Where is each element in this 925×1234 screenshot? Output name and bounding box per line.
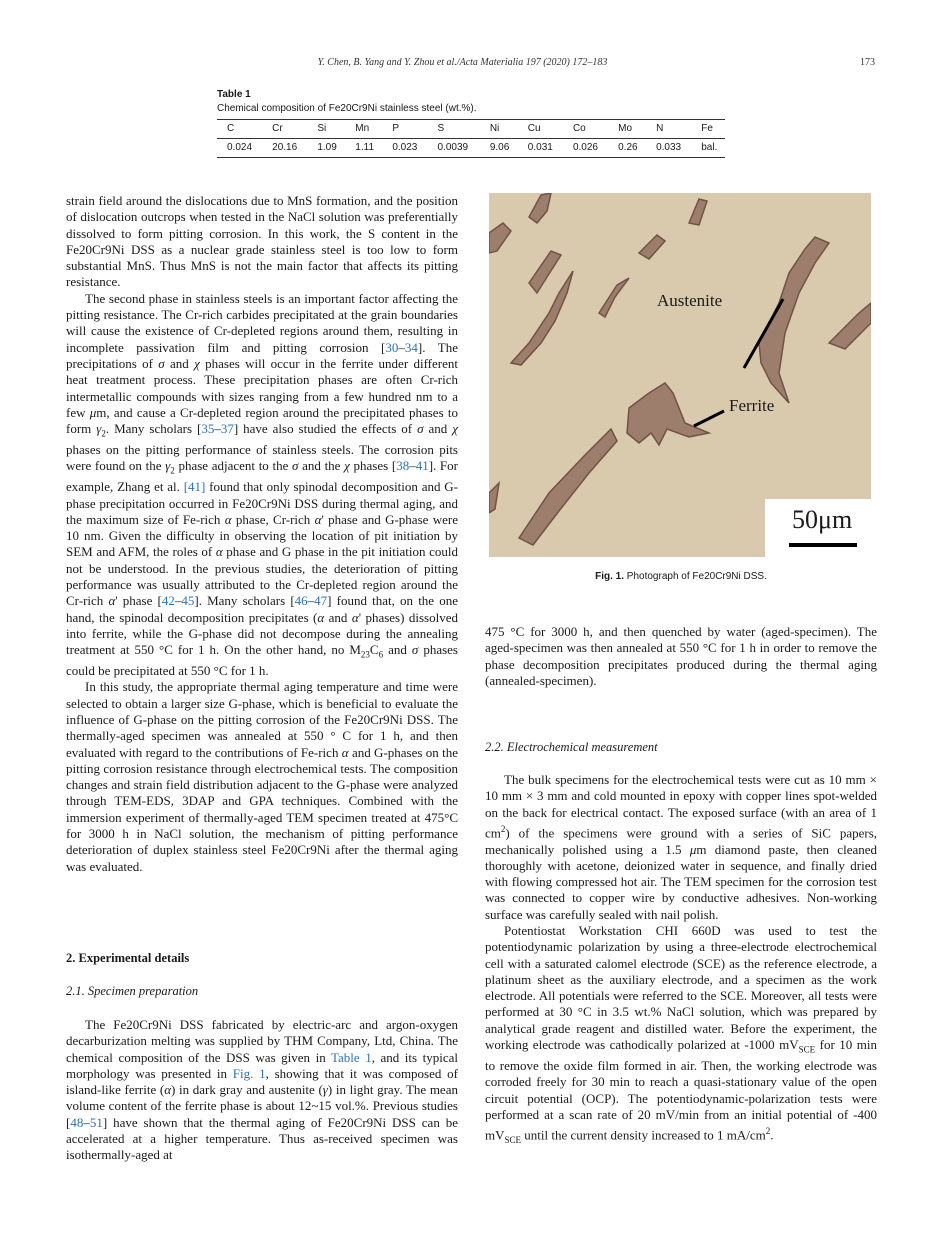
column-header: P [382, 120, 427, 139]
paragraph [66, 1017, 458, 1164]
text-run: for 10 min to remove the oxide film formed in air. Then, the working electrode was corroded freely for 30 min to reach a quasi-stationary value of the open circuit potential (OCP). The potentiodynamic-polarization tests were performed at a scan rate of 20 mV/min from an initial potential of -400 mV [485, 1037, 877, 1143]
math-symbol: χ [344, 458, 350, 474]
text-run: ) of the specimens were ground with a series of SiC papers, mechanically polished using a 1.5 [485, 825, 877, 857]
table-cell: 20.16 [262, 139, 307, 158]
subsection-heading: 2.1. Specimen preparation [66, 984, 199, 998]
citation-link[interactable]: 34 [404, 339, 418, 355]
citation-link[interactable]: 45 [181, 593, 195, 609]
table-cell: bal. [691, 139, 725, 158]
subscript: 2 [170, 465, 175, 476]
table-cell: 9.06 [480, 139, 518, 158]
table-cell: 0.026 [563, 139, 608, 158]
text-run: strain field around the dislocations due to MnS formation, and the position of dislocation outcrops when tested in the NaCl solution was preferentially dissolved to form pitting corrosion. In this work, the S content in the Fe20Cr9Ni DSS as a nuclear grade stainless steel is too low to form substantial MnS. Thus MnS is not the main factor that affects its pitting resistance. [66, 193, 458, 290]
page-number: 173 [860, 57, 875, 68]
column-header: Ni [480, 120, 518, 139]
math-symbol: γ [96, 421, 102, 437]
text-run: C [369, 642, 379, 658]
text-run: found that only spinodal decomposition and G-phase precipitation occurred in Fe20Cr9Ni DSS during thermal aging, and the maximum size of Fe-rich [66, 479, 458, 527]
text-run: phases [ [349, 458, 397, 474]
citation-link[interactable]: 47 [314, 593, 328, 609]
math-symbol: α [164, 1082, 172, 1098]
table-label: Table 1 [217, 89, 251, 100]
text-run: . Many scholars [ [105, 421, 202, 437]
paragraph [485, 624, 877, 689]
text-run: phase and G phase in the pit initiation could not be understood. In the previous studies, the deterioration of pitting performance was usually attributed to the Cr-depleted region around the Cr-rich [66, 544, 458, 609]
subscript: SCE [798, 1044, 816, 1055]
right-column-continuation [485, 624, 877, 689]
text-run: . [770, 1127, 774, 1143]
column-header: Cu [518, 120, 563, 139]
math-symbol: α [215, 544, 223, 560]
table-cell: 0.031 [518, 139, 563, 158]
citation-link[interactable]: Fig. 1 [232, 1065, 266, 1081]
math-symbol: α [317, 609, 325, 625]
paragraph [485, 772, 877, 923]
column-header: N [646, 120, 691, 139]
citation-link[interactable]: 30 [385, 339, 399, 355]
text-run: ' phases) dissolved into ferrite, while the G-phase did not decompose during the annealing treatment at 550 °C for 1 h. On the other hand, no M [66, 609, 458, 658]
table-cell: 1.11 [345, 139, 382, 158]
text-run: m diamond paste, then cleaned thoroughly with acetone, deionized water in sequence, and finally dried with flowing compressed hot air. The TEM specimen for the corrosion test was connected to copper wire by conductive adhesives. Non-working surface was carefully sealed with nail polish. [485, 841, 877, 922]
text-run: phases will occur in the ferrite under different heat treatment process. These precipitation phases are often Cr-rich intermetallic compounds with sizes ranging from a few hundred nm to a few [66, 355, 458, 420]
text-run: The bulk specimens for the electrochemical tests were cut as 10 mm × 10 mm × 3 mm and cold mounted in epoxy with copper lines spot-welded on the back for electrical contact. The exposed surface (with an area of 1 cm [485, 772, 877, 841]
text-run: – [214, 421, 221, 437]
electrochemical-text [485, 772, 877, 1148]
math-symbol: α [108, 593, 116, 609]
text-run: until the current density increased to 1 mA/cm [521, 1127, 766, 1143]
subscript: 23 [360, 649, 370, 660]
text-run: ) in light gray. The mean volume content of the ferrite phase is about 12~15 vol.%. Previous studies [ [66, 1082, 458, 1130]
citation-link[interactable]: Table 1 [331, 1049, 372, 1065]
table-cell: 0.023 [382, 139, 427, 158]
text-run: – [307, 593, 315, 609]
table-caption: Chemical composition of Fe20Cr9Ni stainless steel (wt.%). [217, 103, 477, 114]
text-run: – [409, 458, 416, 474]
column-header: Co [563, 120, 608, 139]
text-run: 475 °C for 3000 h, and then quenched by water (aged-specimen). The aged-specimen was then annealed at 550 °C for 1 h in order to remove the phase decomposition precipitates produced during the thermal aging (annealed-specimen). [485, 624, 877, 688]
column-header: Cr [262, 120, 307, 139]
column-header: Mo [608, 120, 646, 139]
citation-link[interactable]: 51 [89, 1114, 103, 1130]
text-run: phases on the pitting performance of stainless steels. The corrosion pits were found on the [66, 442, 458, 474]
table-cell: 1.09 [307, 139, 345, 158]
text-run: The second phase in stainless steels is an important factor affecting the pitting resistance. The Cr-rich carbides precipitated at the grain boundaries will cause the existence of Cr-depleted regions around them, resulting in incomplete passivation film and pitting corrosion [ [66, 290, 458, 355]
citation-link[interactable]: 35 [201, 421, 215, 437]
column-header: C [217, 120, 262, 139]
math-symbol: χ [452, 421, 458, 437]
micrograph-image [489, 193, 871, 557]
micrograph-figure [489, 193, 871, 557]
math-symbol: σ [417, 421, 424, 437]
math-symbol: σ [292, 458, 299, 474]
math-symbol: α [341, 744, 349, 760]
subscript: SCE [504, 1135, 522, 1146]
column-header: Fe [691, 120, 725, 139]
text-run: and [324, 609, 352, 625]
text-run: , and its typical morphology was presented in [66, 1049, 458, 1081]
citation-link[interactable]: 37 [220, 421, 234, 437]
table-row [217, 139, 725, 158]
citation-link[interactable]: [41] [183, 479, 206, 495]
table-header-row [217, 120, 725, 139]
figure-caption-text: Photograph of Fe20Cr9Ni DSS. [626, 571, 767, 582]
text-run: The Fe20Cr9Ni DSS fabricated by electric-arc and argon-oxygen decarburization melting was supplied by THM Company, Ltd, China. The chemical composition of the DSS was given in [66, 1017, 458, 1065]
text-run: and G-phases on the pitting corrosion resistance through electrochemical tests. The composition changes and strain field distribution adjacent to the G-phase were analyzed through TEM-EDS, 3DAP and GPA techniques. Combined with the immersion experiment of thermally-aged TEM specimen treated at 475°C for 3000 h in NaCl solution, the mechanism of pitting performance deterioration of duplex stainless steel Fe20Cr9Ni after the thermal aging was evaluated. [66, 744, 458, 874]
table-cell: 0.26 [608, 139, 646, 158]
math-symbol: γ [165, 458, 171, 474]
figure-label: Fig. 1. [595, 571, 625, 582]
ferrite-label: Ferrite [729, 396, 775, 415]
left-column-intro [66, 193, 458, 875]
superscript: 2 [765, 1126, 771, 1137]
text-run: ] have shown that the thermal aging of Fe20Cr9Ni DSS can be accelerated at a higher temperature. Thus as-received specimen was isothermally-aged at [66, 1114, 458, 1163]
math-symbol: α [351, 609, 359, 625]
math-symbol: σ [411, 642, 419, 658]
ferrite-pointer-arrow [694, 411, 724, 426]
math-symbol: σ [158, 355, 165, 371]
math-symbol: α [314, 511, 322, 527]
scale-bar-label: 50μm [792, 505, 853, 534]
citation-link[interactable]: 42 [161, 593, 175, 609]
paragraph [66, 679, 458, 875]
specimen-preparation-text [66, 1017, 458, 1164]
text-run: – [398, 339, 405, 355]
citation-link[interactable]: 38 [396, 458, 410, 474]
math-symbol: α [224, 511, 232, 527]
text-run: – [83, 1114, 90, 1130]
math-symbol: χ [194, 355, 200, 371]
text-run: ] found that, on the one hand, the spinodal decomposition precipitates ( [66, 593, 458, 625]
text-run: phases could be precipitated at 550 °C for 1 h. [66, 642, 458, 679]
superscript: 2 [500, 823, 506, 834]
text-run: and [423, 421, 453, 437]
running-header: Y. Chen, B. Yang and Y. Zhou et al./Acta Materialia 197 (2020) 172–183 [317, 57, 608, 68]
table-cell: 0.033 [646, 139, 691, 158]
austenite-label: Austenite [657, 291, 723, 310]
text-run: , showing that it was composed of island-like ferrite ( [66, 1065, 458, 1098]
subscript: 2 [101, 428, 106, 439]
paragraph [66, 291, 458, 680]
section-heading: 2. Experimental details [66, 951, 190, 965]
text-run: ) in dark gray and austenite ( [171, 1082, 323, 1098]
subsection-heading: 2.2. Electrochemical measurement [485, 740, 658, 754]
composition-table [217, 119, 725, 158]
text-run: and [383, 642, 412, 658]
table-cell: 0.024 [217, 139, 262, 158]
math-symbol: μ [89, 404, 97, 420]
citation-link[interactable]: 46 [294, 593, 308, 609]
text-run: and the [298, 458, 345, 474]
figure-caption [485, 571, 877, 582]
table-cell: 0.0039 [427, 139, 479, 158]
column-header: S [427, 120, 479, 139]
text-run: phase, Cr-rich [231, 511, 315, 527]
text-run: ]. Many scholars [ [194, 593, 295, 609]
paragraph [66, 193, 458, 291]
text-run: and [164, 355, 195, 371]
text-run: ' phase and G-phase were 10 nm. Given the difficulty in observing the location of pit initiation by SEM and AFM, the roles of [66, 511, 458, 560]
citation-link[interactable]: 48 [70, 1114, 84, 1130]
text-run: Potentiostat Workstation CHI 660D was used to test the potentiodynamic polarization by using a three-electrode electrochemical cell with a saturated calomel electrode (SCE) as the reference electrode, a platinum sheet as the auxiliary electrode, and a specimen as the work electrode. All potentials were referred to the SCE. Moreover, all tests were performed at 30 °C in 3.5 wt.% NaCl solution, which was prepared by analytical grade reagent and distilled water. Before the experiment, the working electrode was cathodically polarized at -1000 mV [485, 923, 877, 1053]
text-run: In this study, the appropriate thermal aging temperature and time were selected to obtain a larger size G-phase, which is beneficial to evaluate the influence of G-phase on the pitting corrosion of the Fe20Cr9Ni DSS. The thermally-aged specimen was annealed at 550 ° C for 1 h, and then evaluated with regard to the contributions of Fe-rich [66, 679, 458, 760]
text-run: ]. For example, Zhang et al. [66, 458, 458, 495]
text-run: m, and cause a Cr-depleted region around the precipitated phases to form [66, 404, 458, 437]
math-symbol: μ [689, 841, 697, 857]
text-run: – [174, 593, 182, 609]
text-run: phase adjacent to the [174, 458, 293, 474]
text-run: ' phase [ [115, 593, 162, 609]
column-header: Si [307, 120, 345, 139]
text-run: ]. The precipitations of [66, 339, 458, 371]
column-header: Mn [345, 120, 382, 139]
text-run: ] have also studied the effects of [233, 421, 418, 437]
subscript: 6 [378, 649, 384, 660]
math-symbol: γ [322, 1082, 328, 1098]
paragraph [485, 923, 877, 1148]
citation-link[interactable]: 41 [415, 458, 429, 474]
